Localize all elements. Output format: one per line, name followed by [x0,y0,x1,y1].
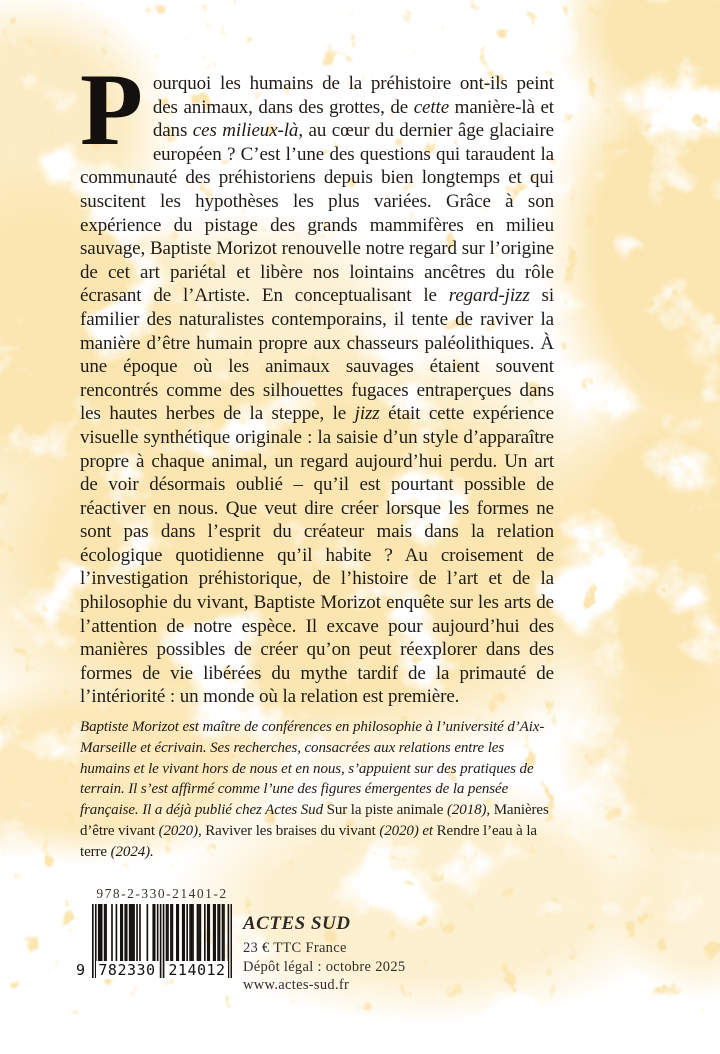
publisher-name: ACTES SUD [243,913,351,934]
synopsis-paragraph [80,53,554,709]
barcode-digits-right: 214012 [166,961,228,979]
author-bio: Baptiste Morizot est maître de conférences en philosophie à l’université d’Aix-Marseille et écrivain. Ses recherches, consacrées aux relations entre les humains et le vivant hors de nous et en nous, s’appuient sur des pratiques de terrain. Il s’est affirmé comme l’une des figures émergentes de la pensée française. Il a déjà publié chez Actes Sud Sur la piste animale (2018), Manières d’être vivant (2020), Raviver les braises du vivant (2020) et Rendre l’eau à la terre (2024). [80,719,549,860]
price-label: 23 € TTC France [243,940,347,956]
back-cover-text [80,53,554,863]
isbn-number: 978-2-330-21401-2 [96,886,228,901]
dropcap-letter: P [80,53,143,167]
publisher-block [243,913,405,995]
barcode-digits-left: 782330 [96,961,158,979]
barcode-first-digit: 9 [76,961,86,979]
ean-barcode [76,904,246,982]
legal-deposit-label: Dépôt légal : octobre 2025 [243,958,406,975]
website-label: www.actes-sud.fr [243,977,350,993]
synopsis-text: ourquoi les humains de la préhistoire ont-ils peint des animaux, dans des grottes, de cette manière-là et dans ces milieux-là, au cœur du dernier âge glaciaire européen ? C’est l’une des questions qui taraudent la communauté des préhistoriens depuis bien longtemps et qui suscitent les hypothèses les plus variées. Grâce à son expérience du pistage des grands mammifères en milieu sauvage, Baptiste Morizot renouvelle notre regard sur l’origine de cet art pariétal et libère nos lointains ancêtres du rôle écrasant de l’Artiste. En conceptualisant le regard-jizz si familier des naturalistes contemporains, il tente de raviver la manière d’être humain propre aux chasseurs paléolithiques. À une époque où les animaux sauvages étaient souvent rencontrés comme des silhouettes fugaces entraperçues dans les hautes herbes de la steppe, le jizz était cette expérience visuelle synthétique originale : la saisie d’un style d’apparaître propre à chaque animal, un regard aujourd’hui perdu. Un art de voir désormais oublié – qu’il est pourtant possible de réactiver en nous. Que veut dire créer lorsque les formes ne sont pas dans l’esprit du créateur mais dans la relation écologique quotidienne qu’il habite ? Au croisement de l’investigation préhistorique, de l’histoire de l’art et de la philosophie du vivant, Baptiste Morizot enquête sur les arts de l’attention de notre espèce. Il excave pour aujourd’hui des manières possibles de créer qu’on peut réexplorer dans des formes de vie libérées du mythe tardif de la primauté de l’intériorité : un monde où la relation est première. [80,73,554,708]
